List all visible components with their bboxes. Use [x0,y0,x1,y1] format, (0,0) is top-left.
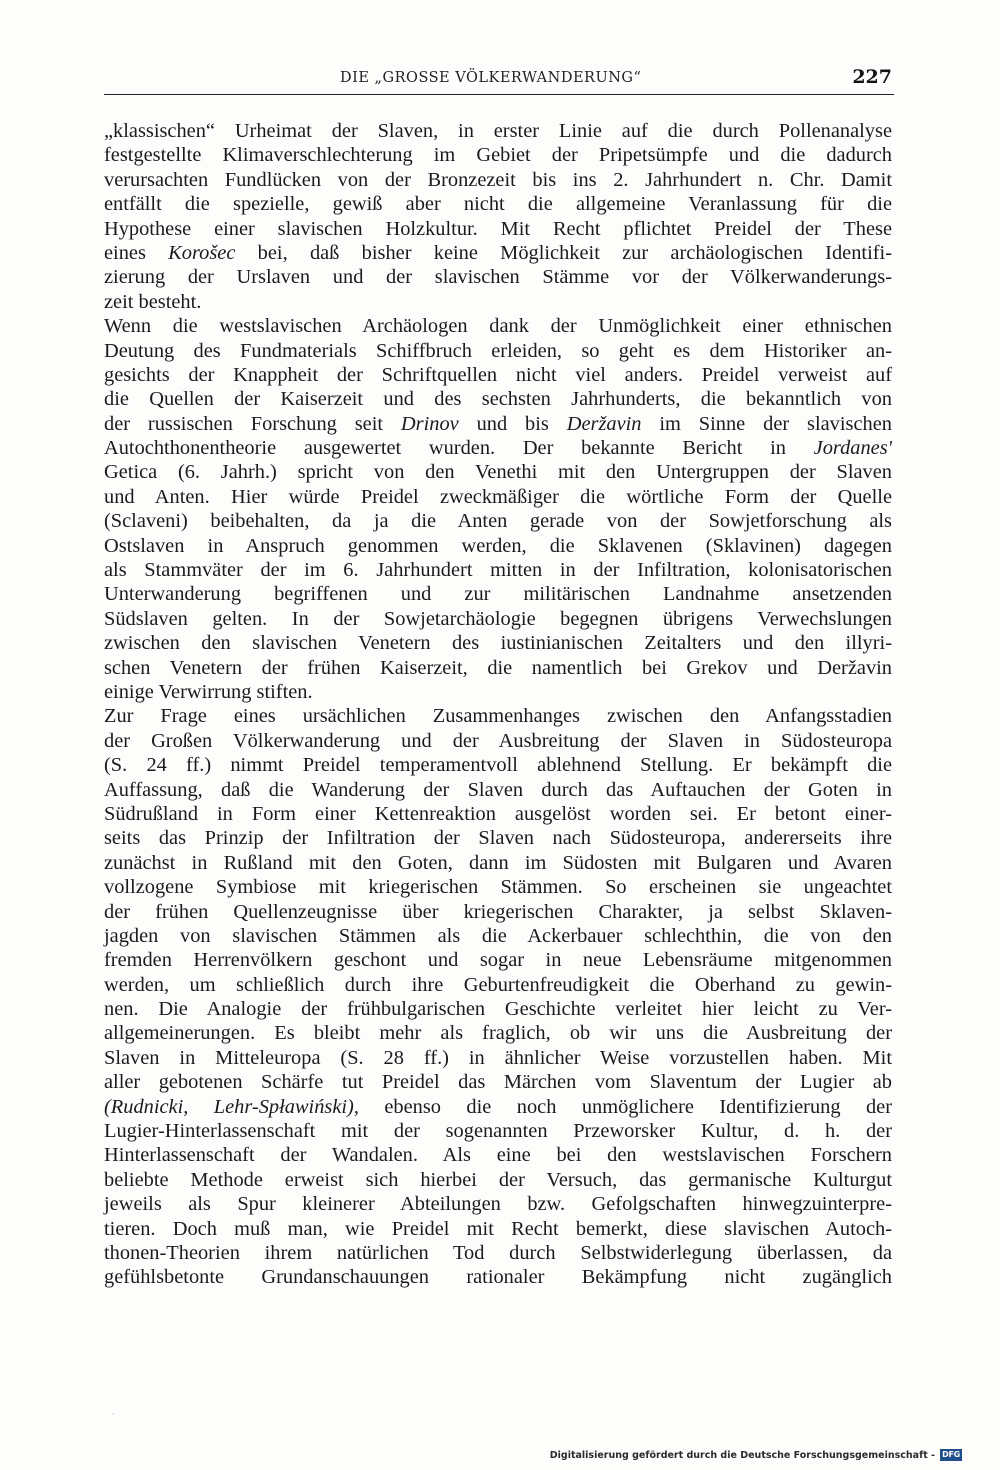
text-line: thonen-Theorien ihrem natürlichen Tod durch Selbstwiderlegung überlassen, da [104,1241,892,1264]
credit-text: Digitalisierung gefördert durch die Deutsche Forschungsgemeinschaft - [549,1449,935,1461]
text-line: nen. Die Analogie der frühbulgarischen Geschichte verleitet hier leicht zu Ver- [104,998,892,1021]
running-header [104,68,894,95]
text-line: zeit besteht. [104,290,202,313]
text-line: gesichts der Knappheit der Schriftquellen nicht viel anders. Preidel verweist auf [104,363,892,386]
text-line: allgemeinerungen. Es bleibt mehr als fraglich, ob wir uns die Ausbreitung der [104,1022,892,1045]
italic-name: (Rudnicki, Lehr-Spławiński), [104,1095,359,1118]
text-line: entfällt die spezielle, gewiß aber nicht die allgemeine Veranlassung für die [104,193,892,216]
text-line: (S. 24 ff.) nimmt Preidel temperamentvoll ablehnend Stellung. Er bekämpft die [104,754,892,777]
text-line: Südslaven gelten. In der Sowjetarchäologie begegnen übrigens Verwechslungen [104,607,892,630]
text-line: tieren. Doch muß man, wie Preidel mit Recht bemerkt, diese slavischen Autoch- [104,1217,892,1240]
text-line: Hinterlassenschaft der Wandalen. Als eine bei den westslavischen Forschern [104,1144,892,1167]
text-segment: der russischen Forschung seit [104,412,401,435]
text-line: Unterwanderung begriffenen und zur militärischen Landnahme ansetzenden [104,583,892,606]
italic-name: Deržavin [566,412,642,435]
text-line: verursachten Fundlücken von der Bronzezeit bis ins 2. Jahrhundert n. Chr. Damit [104,168,892,191]
text-line: einige Verwirrung stiften. [104,680,313,703]
text-line: der frühen Quellenzeugnisse über kriegerischen Charakter, ja selbst Sklaven- [104,900,892,923]
text-line: werden, um schließlich durch ihre Geburtenfreudigkeit die Oberhand zu gewin- [104,973,892,996]
text-segment: im Sinne der slavischen [641,412,892,435]
text-line: zunächst in Rußland mit den Goten, dann im Südosten mit Bulgaren und Avaren [104,851,892,874]
text-line: Hypothese einer slavischen Holzkultur. Mit Recht pflichtet Preidel der These [104,217,892,240]
text-line: zierung der Urslaven und der slavischen Stämme vor der Völkerwanderungs- [104,266,892,289]
text-line: und Anten. Hier würde Preidel zweckmäßiger die wörtliche Form der Quelle [104,485,892,508]
body-text [104,119,892,1290]
text-line: der Großen Völkerwanderung und der Ausbreitung der Slaven in Südosteuropa [104,729,892,752]
text-line: vollzogene Symbiose mit kriegerischen Stämmen. So erscheinen sie ungeachtet [104,876,892,899]
text-segment: ebenso die noch unmöglichere Identifizierung der [358,1095,892,1118]
page-number: 227 [852,66,892,88]
text-line [104,1095,892,1119]
italic-name: Jordanes' [813,437,892,460]
text-line: aller gebotenen Schärfe tut Preidel das Märchen vom Slaventum der Lugier ab [104,1071,892,1094]
text-line: Lugier-Hinterlassenschaft mit der sogenannten Przeworsker Kultur, d. h. der [104,1120,892,1143]
text-line: als Stammväter der im 6. Jahrhundert mitten in der Infiltration, kolonisatorischen [104,559,892,582]
text-segment: eines [104,241,169,264]
text-line: Getica (6. Jahrh.) spricht von den Venethi mit den Untergruppen der Slaven [104,461,892,484]
text-line [104,412,892,436]
text-segment: bei, daß bisher keine Möglichkeit zur archäologischen Identifi- [235,241,892,264]
italic-name: Korošec [168,241,236,264]
text-line: festgestellte Klimaverschlechterung im Gebiet der Pripetsümpfe und die dadurch [104,144,892,167]
text-line: zwischen den slavischen Venetern des iustinianischen Zeitalters und den illyri- [104,632,892,655]
running-title: DIE „GROSSE VÖLKERWANDERUNG“ [340,70,642,86]
text-line: (Sclaveni) beibehalten, da ja die Anten gerade von der Sowjetforschung als [104,510,892,533]
digitization-credit [550,1447,962,1463]
text-line: Südrußland in Form einer Kettenreaktion ausgelöst worden sei. Er betont einer- [104,802,892,825]
italic-name: Drinov [400,412,459,435]
text-line: Auffassung, daß die Wanderung der Slaven durch das Auftauchen der Goten in [104,778,892,801]
dfg-logo-icon: DFG [940,1449,962,1461]
text-line: Zur Frage eines ursächlichen Zusammenhanges zwischen den Anfangsstadien [104,705,892,728]
text-line: beliebte Methode erweist sich hierbei der Versuch, das germanische Kulturgut [104,1168,892,1191]
text-line: Slaven in Mitteleuropa (S. 28 ff.) in ähnlicher Weise vorzustellen haben. Mit [104,1046,892,1069]
text-line: Deutung des Fundmaterials Schiffbruch erleiden, so geht es dem Historiker an- [104,339,892,362]
text-line: schen Venetern der frühen Kaiserzeit, die namentlich bei Grekov und Deržavin [104,656,892,679]
text-segment: und bis [458,412,567,435]
text-line [104,241,892,265]
text-line: gefühlsbetonte Grundanschauungen rationaler Bekämpfung nicht zugänglich [104,1266,892,1289]
text-line: Ostslaven in Anspruch genommen werden, die Sklavenen (Sklavinen) dagegen [104,534,892,557]
text-line: „klassischen“ Urheimat der Slaven, in erster Linie auf die durch Pollenanalyse [104,120,892,142]
text-line [104,436,892,460]
text-line: die Quellen der Kaiserzeit und des sechsten Jahrhunderts, die bekanntlich von [104,388,892,411]
text-line: jeweils als Spur kleinerer Abteilungen bzw. Gefolgschaften hinwegzuinterpre- [104,1193,892,1216]
text-line: seits das Prinzip der Infiltration der Slaven nach Südosteuropa, andererseits ihre [104,827,892,850]
scan-speck: · [112,1410,115,1419]
text-line: fremden Herrenvölkern geschont und sogar in neue Lebensräume mitgenommen [104,949,892,972]
text-line: jagden von slavischen Stämmen als die Ackerbauer schlechthin, die von den [104,924,892,947]
text-segment: Autochthonentheorie ausgewertet wurden. Der bekannte Bericht in [104,437,814,460]
text-line: Wenn die westslavischen Archäologen dank der Unmöglichkeit einer ethnischen [104,315,892,338]
